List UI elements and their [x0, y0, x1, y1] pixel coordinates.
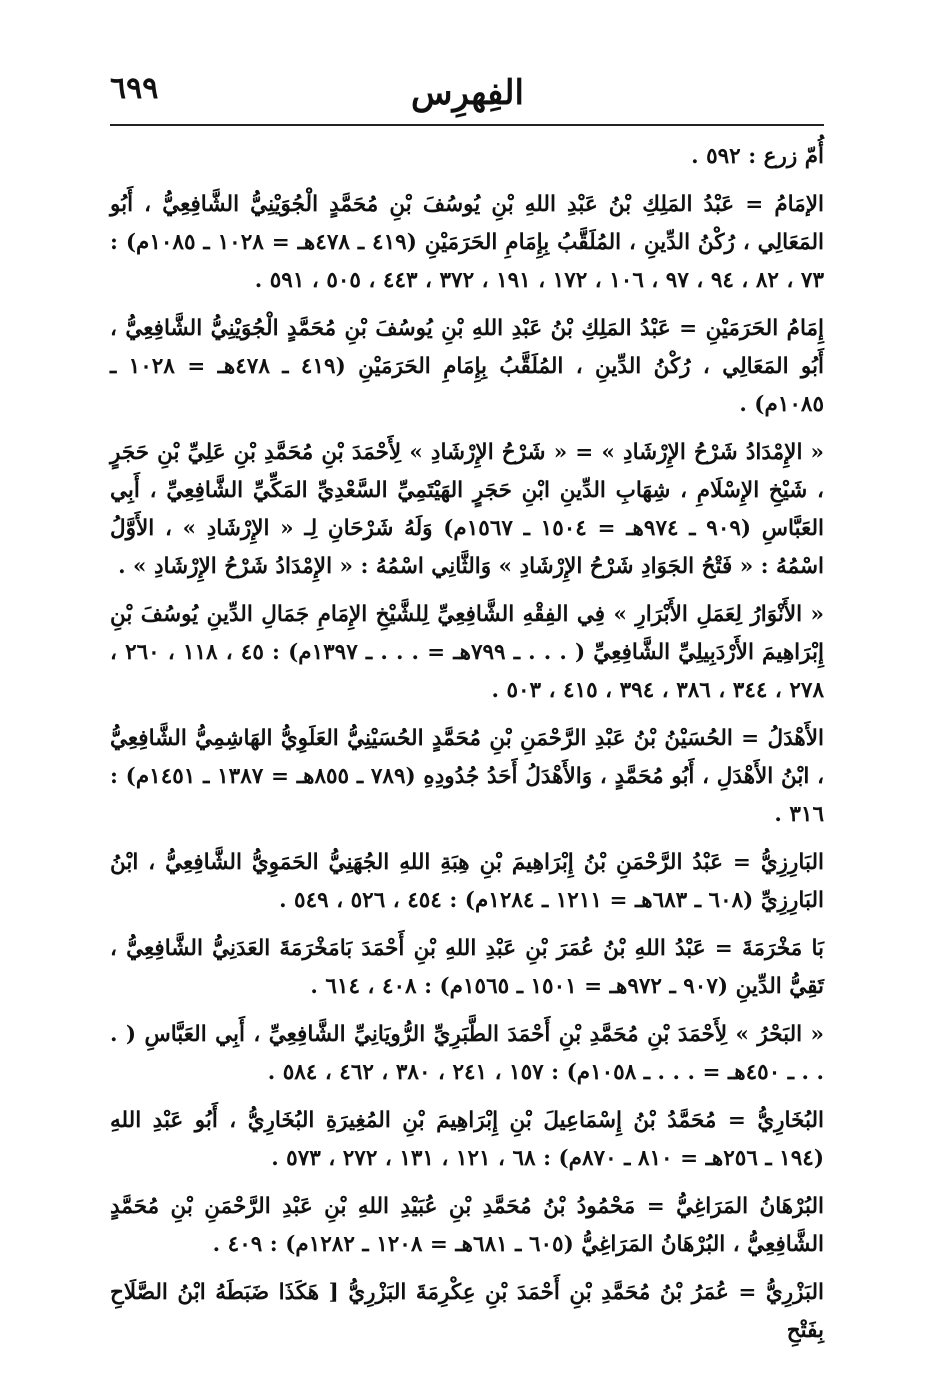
index-entry: بَا مَخْرَمَةَ = عَبْدُ اللهِ بْنُ عُمَرَ بْنِ عَبْدِ اللهِ بْنِ أَحْمَدَ بَامَخْرَمَةَ العَدَنِيُّ الشَّافِعِيُّ ، تَقِيُّ الدِّينِ (٩٠٧ ـ ٩٧٢هـ = ١٥٠١ ـ ١٥٦٥م) : ٤٠٨ ، ٦١٤ . [110, 936, 824, 999]
page-number: ٦٩٩ [110, 71, 159, 106]
index-entry: أُمّ زرع : ٥٩٢ . [691, 144, 824, 169]
index-entry: البَزْرِيُّ = عُمَرُ بْنُ مُحَمَّدِ بْنِ أَحْمَدَ بْنِ عِكْرِمَةَ البَزْرِيُّ [ هَكَذَا ضَبَطَهُ ابْنُ الصَّلَاحِ بِفَتْحِ [110, 1280, 824, 1343]
index-entry: الإمَامُ = عَبْدُ المَلِكِ بْنُ عَبْدِ اللهِ بْنِ يُوسُفَ بْنِ مُحَمَّدٍ الْجُوَيْنِيُّ الشَّافِعِيُّ ، أَبُو المَعَالِي ، رُكْنُ الدِّينِ ، المُلَقَّبُ بِإِمَامِ الحَرَمَيْنِ (٤١٩ ـ ٤٧٨هـ = ١٠٢٨ ـ ١٠٨٥م) : ٧٣ ، ٨٢ ، ٩٤ ، ٩٧ ، ١٠٦ ، ١٧٢ ، ١٩١ ، ٣٧٢ ، ٤٤٣ ، ٥٠٥ ، ٥٩١ . [110, 192, 824, 293]
page-header [110, 62, 824, 126]
page-title: الفِهرِس [411, 73, 524, 113]
index-entry: البُرْهَانُ المَرَاغِيُّ = مَحْمُودُ بْنُ مُحَمَّدِ بْنِ عُبَيْدِ اللهِ بْنِ عَبْدِ الرَّحْمَنِ بْنِ مُحَمَّدٍ الشَّافِعِيُّ ، البُرْهَانُ المَرَاغِيُّ (٦٠٥ ـ ٦٨١هـ = ١٢٠٨ ـ ١٢٨٢م) : ٤٠٩ . [110, 1194, 824, 1257]
index-entry: إِمَامُ الحَرَمَيْنِ = عَبْدُ المَلِكِ بْنُ عَبْدِ اللهِ بْنِ يُوسُفَ بْنِ مُحَمَّدٍ الْجُوَيْنِيُّ الشَّافِعِيُّ ، أَبُو المَعَالِي ، رُكْنُ الدِّينِ ، المُلَقَّبُ بِإِمَامِ الحَرَمَيْنِ (٤١٩ ـ ٤٧٨هـ = ١٠٢٨ ـ ١٠٨٥م) . [110, 316, 824, 417]
index-entry: البَارِزِيُّ = عَبْدُ الرَّحْمَنِ بْنُ إِبْرَاهِيمَ بْنِ هِبَةِ اللهِ الجُهَنِيُّ الحَمَوِيُّ الشَّافِعِيُّ ، ابْنُ البَارِزِيِّ (٦٠٨ ـ ٦٨٣هـ = ١٢١١ ـ ١٢٨٤م) : ٤٥٤ ، ٥٢٦ ، ٥٤٩ . [110, 850, 824, 913]
index-entry: البُخَارِيُّ = مُحَمَّدُ بْنُ إِسْمَاعِيلَ بْنِ إِبْرَاهِيمَ بْنِ المُغِيرَةِ البُخَارِيُّ ، أَبُو عَبْدِ اللهِ (١٩٤ ـ ٢٥٦هـ = ٨١٠ ـ ٨٧٠م) : ٦٨ ، ١٢١ ، ١٣١ ، ٢٧٢ ، ٥٧٣ . [110, 1108, 824, 1171]
index-entry: « البَحْرُ » لِأَحْمَدَ بْنِ مُحَمَّدِ بْنِ أَحْمَدَ الطَّبَرِيِّ الرُّويَانِيِّ الشَّافِعِيِّ ، أَبِي العَبَّاسِ ( . . . ـ ٤٥٠هـ = . . . ـ ١٠٥٨م) : ١٥٧ ، ٢٤١ ، ٣٨٠ ، ٤٦٢ ، ٥٨٤ . [110, 1022, 824, 1085]
index-entry: « الإِمْدَادُ شَرْحُ الإِرْشَادِ » = « شَرْحُ الإِرْشَادِ » لِأَحْمَدَ بْنِ مُحَمَّدِ بْنِ عَلِيِّ بْنِ حَجَرٍ ، شَيْخِ الإِسْلَامِ ، شِهَابِ الدِّينِ ابْنِ حَجَرٍ الهَيْتَمِيِّ السَّعْدِيِّ المَكِّيِّ الشَّافِعِيِّ ، أَبِي العَبَّاسِ (٩٠٩ ـ ٩٧٤هـ = ١٥٠٤ ـ ١٥٦٧م) وَلَهُ شَرْحَانِ لِـ « الإِرْشَادِ » ، الأَوَّلُ اسْمُهُ : « فَتْحُ الجَوَادِ شَرْحُ الإِرْشَادِ » وَالثَّانِي اسْمُهُ : « الإِمْدَادُ شَرْحُ الإِرْشَادِ » . [110, 440, 824, 579]
index-entry: « الأَنْوَارُ لِعَمَلِ الأَبْرَارِ » فِي الفِقْهِ الشَّافِعِيِّ لِلشَّيْخِ الإِمَامِ جَمَالِ الدِّينِ يُوسُفَ بْنِ إِبْرَاهِيمَ الأَرْدَبِيلِيِّ الشَّافِعِيِّ ( . . . ـ ٧٩٩هـ = . . . ـ ١٣٩٧م) : ٤٥ ، ١١٨ ، ٢٦٠ ، ٢٧٨ ، ٣٤٤ ، ٣٨٦ ، ٣٩٤ ، ٤١٥ ، ٥٠٣ . [110, 602, 824, 703]
index-entries [110, 138, 824, 1350]
index-entry: الأَهْدَلُ = الحُسَيْنُ بْنُ عَبْدِ الرَّحْمَنِ بْنِ مُحَمَّدٍ الحُسَيْنِيُّ العَلَوِيُّ الهَاشِمِيُّ الشَّافِعِيُّ ، ابْنُ الأَهْدَلِ ، أَبُو مُحَمَّدٍ ، وَالأَهْدَلُ أَحَدُ جُدُودِهِ (٧٨٩ ـ ٨٥٥هـ = ١٣٨٧ ـ ١٤٥١م) : ٣١٦ . [110, 726, 825, 827]
